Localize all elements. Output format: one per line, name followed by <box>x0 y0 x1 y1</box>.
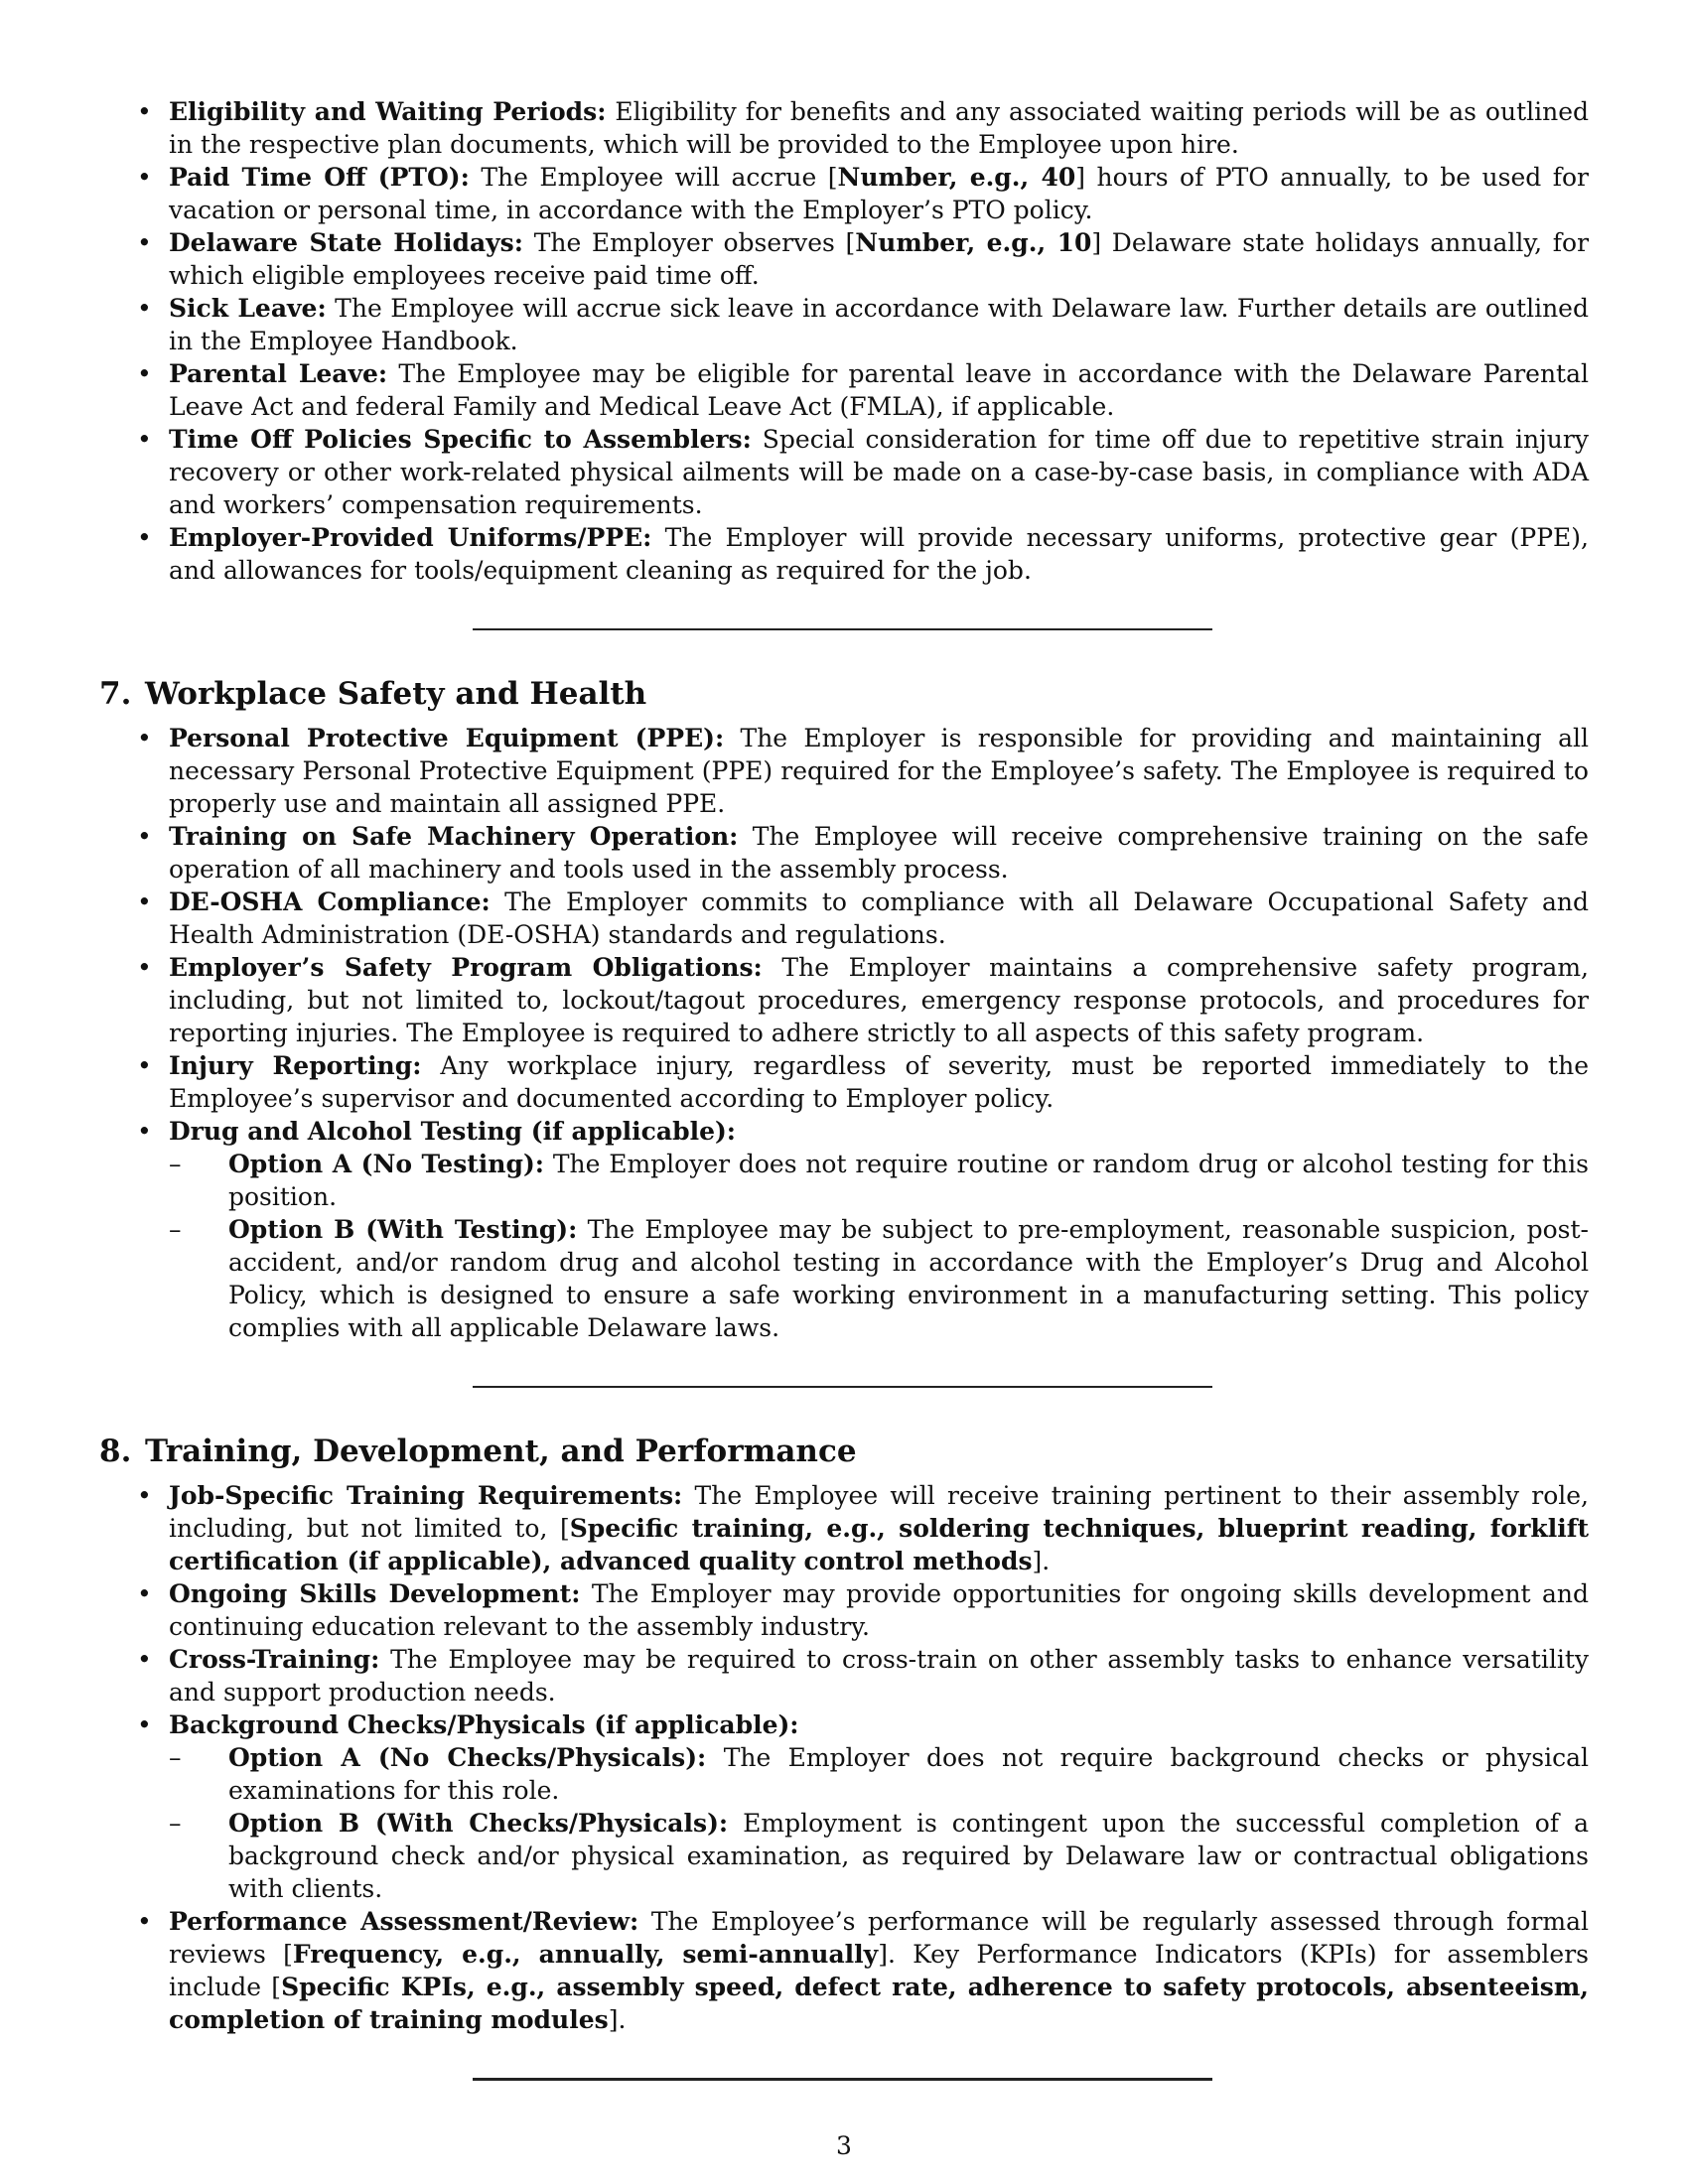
list-item <box>99 951 1589 1049</box>
item-label: Ongoing Skills Development: <box>169 1579 581 1608</box>
list-item <box>99 722 1589 820</box>
section-heading <box>99 1432 1589 1471</box>
placeholder-value: Specific training, e.g., soldering techniques, blueprint reading, forklift certification (if applicable), advanced quality control methods <box>169 1514 1589 1575</box>
item-text: Special consideration for time off due to repetitive strain injury recovery or other work-related physical ailments will be made on a case-by-case basis, in compliance with ADA and workers’ compensation requirements. <box>169 425 1589 519</box>
item-text: ] hours of PTO annually, to be used for vacation or personal time, in accordance with the Employer’s PTO policy. <box>169 163 1589 224</box>
list-item <box>99 226 1589 292</box>
item-label: Parental Leave: <box>169 359 388 388</box>
safety-list <box>99 722 1589 1344</box>
section-divider <box>473 1386 1212 1388</box>
item-label: Injury Reporting: <box>169 1051 422 1080</box>
list-item <box>99 292 1589 357</box>
section-divider <box>473 2078 1212 2081</box>
item-text: ] Delaware state holidays annually, for which eligible employees receive paid time off. <box>169 228 1590 290</box>
item-text: The Employer observes [ <box>533 228 856 257</box>
item-text: Any workplace injury, regardless of severity, must be reported immediately to the Employee’s supervisor and documented according to Employer policy. <box>169 1051 1589 1113</box>
list-item <box>99 423 1589 521</box>
item-text: The Employer does not require routine or random drug or alcohol testing for this position. <box>228 1150 1589 1211</box>
list-item <box>99 820 1589 886</box>
item-label: Performance Assessment/Review: <box>169 1907 639 1936</box>
sub-list-item <box>169 1213 1589 1344</box>
item-label: Option A (No Testing): <box>228 1150 545 1178</box>
sub-list-item <box>169 1741 1589 1807</box>
section-divider <box>473 628 1212 630</box>
item-text: The Employer maintains a comprehensive safety program, including, but not limited to, lockout/tagout procedures, emergency response protocols, and procedures for reporting injuries. The Employee is required to adhere strictly to all aspects of this safety program. <box>169 953 1589 1047</box>
item-label: Delaware State Holidays: <box>169 228 523 257</box>
item-text: The Employee may be required to cross-train on other assembly tasks to enhance versatility and support production needs. <box>169 1645 1589 1706</box>
item-label: Job-Specific Training Requirements: <box>169 1481 683 1510</box>
item-label: DE-OSHA Compliance: <box>169 887 491 916</box>
item-label: Option B (With Testing): <box>228 1215 578 1244</box>
item-label: Employer’s Safety Program Obligations: <box>169 953 763 982</box>
placeholder-value: Frequency, e.g., annually, semi-annually <box>292 1940 879 1969</box>
list-item <box>99 161 1589 226</box>
item-text: The Employer does not require background checks or physical examinations for this role. <box>228 1743 1589 1805</box>
item-text: ]. Key Performance Indicators (KPIs) for assemblers include [ <box>169 1940 1589 2001</box>
item-text: The Employer commits to compliance with all Delaware Occupational Safety and Health Administration (DE-OSHA) standards and regulations. <box>169 887 1589 949</box>
benefits-list <box>99 95 1589 587</box>
item-label: Time Off Policies Specific to Assemblers: <box>169 425 752 454</box>
section-number: 8. <box>99 1433 132 1469</box>
section-title: Training, Development, and Performance <box>145 1433 857 1469</box>
item-text: Eligibility for benefits and any associated waiting periods will be as outlined in the respective plan documents, which will be provided to the Employee upon hire. <box>169 97 1590 159</box>
list-item <box>99 521 1589 587</box>
list-item <box>99 1577 1589 1643</box>
item-label: Option A (No Checks/Physicals): <box>228 1743 707 1772</box>
item-text: The Employee will accrue [ <box>481 163 838 192</box>
placeholder-value: Specific KPIs, e.g., assembly speed, defect rate, adherence to safety protocols, absenteeism, completion of training modules <box>169 1973 1589 2034</box>
item-text: The Employer may provide opportunities for ongoing skills development and continuing education relevant to the assembly industry. <box>169 1579 1589 1641</box>
list-item <box>99 1479 1589 1577</box>
item-label: Paid Time Off (PTO): <box>169 163 470 192</box>
item-label: Drug and Alcohol Testing (if applicable): <box>169 1117 737 1146</box>
sub-list <box>169 1148 1589 1344</box>
list-item <box>99 1708 1589 1905</box>
placeholder-value: Number, e.g., 40 <box>837 163 1076 192</box>
item-text: The Employee’s performance will be regularly assessed through formal reviews [ <box>169 1907 1589 1969</box>
section-title: Workplace Safety and Health <box>145 676 647 712</box>
item-label: Cross-Training: <box>169 1645 380 1674</box>
item-text: The Employer is responsible for providing and maintaining all necessary Personal Protective Equipment (PPE) required for the Employee’s safety. The Employee is required to properly use and maintain all assigned PPE. <box>169 724 1589 818</box>
sub-list <box>169 1741 1589 1905</box>
item-label: Training on Safe Machinery Operation: <box>169 822 739 851</box>
item-text: The Employee may be eligible for parental leave in accordance with the Delaware Parental Leave Act and federal Family and Medical Leave Act (FMLA), if applicable. <box>169 359 1590 421</box>
list-item <box>99 886 1589 951</box>
list-item <box>99 1643 1589 1708</box>
item-label: Background Checks/Physicals (if applicable): <box>169 1710 799 1739</box>
item-text: ]. <box>608 2005 627 2034</box>
item-label: Personal Protective Equipment (PPE): <box>169 724 725 752</box>
page-number: 3 <box>836 2131 852 2160</box>
item-label: Eligibility and Waiting Periods: <box>169 97 607 126</box>
item-label: Employer-Provided Uniforms/PPE: <box>169 523 652 552</box>
list-item <box>99 95 1589 161</box>
list-item <box>99 357 1589 423</box>
item-label: Option B (With Checks/Physicals): <box>228 1809 729 1838</box>
list-item <box>99 1049 1589 1115</box>
item-text: The Employer will provide necessary uniforms, protective gear (PPE), and allowances for tools/equipment cleaning as required for the job. <box>169 523 1589 585</box>
item-text: Employment is contingent upon the successful completion of a background check and/or physical examination, as required by Delaware law or contractual obligations with clients. <box>228 1809 1589 1903</box>
document-page <box>99 95 1589 2081</box>
section-number: 7. <box>99 676 132 712</box>
item-text: The Employee will receive training pertinent to their assembly role, including, but not limited to, [ <box>169 1481 1589 1543</box>
item-text: ]. <box>1032 1547 1051 1575</box>
item-text: The Employee may be subject to pre-employment, reasonable suspicion, post-accident, and/or random drug and alcohol testing in accordance with the Employer’s Drug and Alcohol Policy, which is designed to ensure a safe working environment in a manufacturing setting. This policy complies with all applicable Delaware laws. <box>228 1215 1589 1342</box>
list-item <box>99 1905 1589 2036</box>
item-text: The Employee will accrue sick leave in accordance with Delaware law. Further details are outlined in the Employee Handbook. <box>169 294 1589 355</box>
item-text: The Employee will receive comprehensive training on the safe operation of all machinery and tools used in the assembly process. <box>169 822 1589 884</box>
item-label: Sick Leave: <box>169 294 327 323</box>
training-list <box>99 1479 1589 2036</box>
sub-list-item <box>169 1807 1589 1905</box>
section-heading <box>99 674 1589 714</box>
sub-list-item <box>169 1148 1589 1213</box>
list-item <box>99 1115 1589 1344</box>
placeholder-value: Number, e.g., 10 <box>855 228 1092 257</box>
